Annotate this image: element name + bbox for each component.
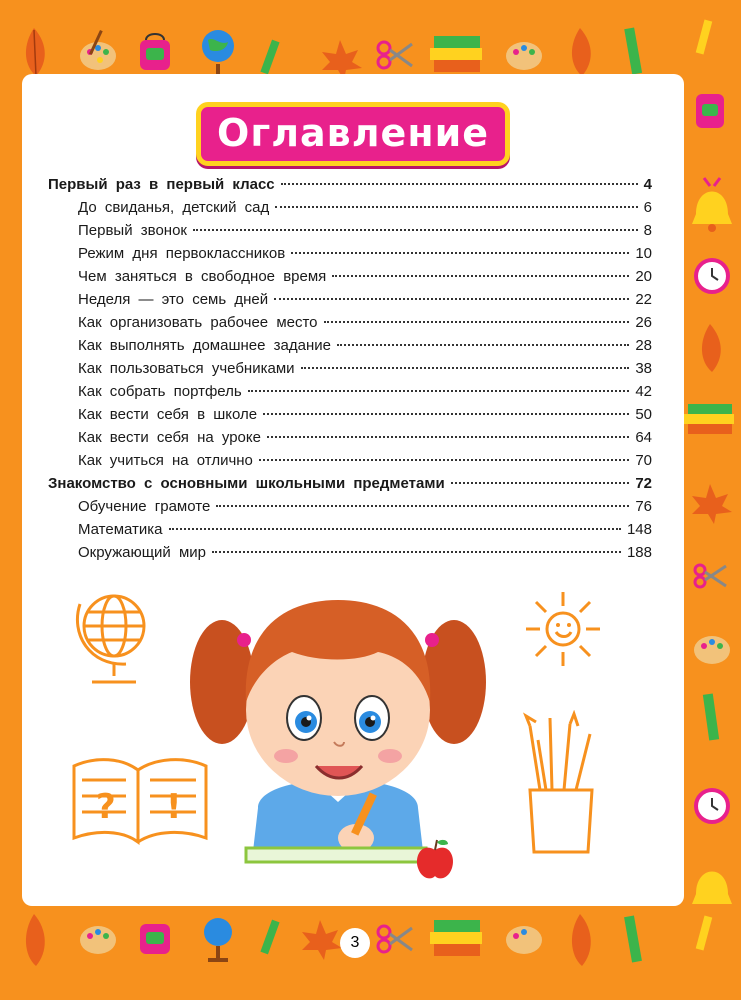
toc-entry	[48, 429, 652, 452]
toc-entry	[48, 475, 652, 498]
toc-entry	[48, 452, 652, 475]
bell-icon	[692, 872, 732, 905]
toc-entry	[48, 314, 652, 337]
toc-entry-label: Неделя — это семь дней	[78, 291, 269, 308]
toc-entry-label: Как организовать рабочее место	[78, 314, 318, 331]
pencil-cup-sketch-icon	[516, 710, 606, 860]
toc-entry	[48, 291, 652, 314]
page-title: Оглавление	[196, 102, 510, 166]
toc-entry-label: Первый звонок	[78, 222, 187, 239]
toc-entry	[48, 337, 652, 360]
scissors-icon	[378, 926, 412, 952]
leaf-icon	[26, 28, 45, 74]
title-wrap	[22, 102, 684, 166]
toc-entry-page: 70	[635, 452, 652, 469]
toc-entry-label: Как собрать портфель	[78, 383, 242, 400]
globe-sketch-icon	[56, 584, 166, 694]
toc-entry-page: 50	[635, 406, 652, 423]
toc-entry-page: 8	[643, 222, 652, 239]
toc-dot-leader	[248, 390, 630, 392]
palette-icon	[694, 636, 730, 664]
toc-entry-label: Как выполнять домашнее задание	[78, 337, 331, 354]
toc-dot-leader	[216, 505, 629, 507]
toc-entry-label: Чем заняться в свободное время	[78, 268, 327, 285]
toc-entry-page: 6	[643, 199, 652, 216]
toc-entry-label: Как вести себя на уроке	[78, 429, 261, 446]
palette-icon	[80, 926, 116, 954]
toc-entry-page: 64	[635, 429, 652, 446]
bell-icon	[692, 178, 732, 232]
toc-entry-page: 188	[626, 544, 652, 561]
maple-leaf-icon	[322, 40, 362, 74]
toc-entry	[48, 521, 652, 544]
toc-dot-leader	[281, 183, 638, 185]
toc-entry-label: Обучение грамоте	[78, 498, 211, 515]
apple-icon	[410, 834, 460, 884]
toc-entry	[48, 360, 652, 383]
toc-entry-label: До свиданья, детский сад	[78, 199, 270, 216]
toc-entry	[48, 406, 652, 429]
maple-leaf-icon	[692, 484, 732, 524]
toc-entry	[48, 222, 652, 245]
toc-dot-leader	[169, 528, 621, 530]
toc-dot-leader	[193, 229, 638, 231]
backpack-icon	[696, 94, 724, 128]
leaf-icon	[702, 324, 721, 372]
svg-text:!: !	[166, 787, 182, 827]
toc-entry-page: 72	[635, 475, 652, 492]
backpack-icon	[140, 34, 170, 70]
toc-entry-page: 20	[635, 268, 652, 285]
toc-dot-leader	[291, 252, 629, 254]
pencil-icon	[260, 40, 279, 74]
leaf-icon	[572, 28, 591, 74]
ruler-icon	[703, 694, 719, 741]
toc-entry-label: Знакомство с основными школьными предметами	[48, 475, 445, 492]
alarm-clock-icon	[696, 260, 728, 292]
toc-entry-label: Первый раз в первый класс	[48, 176, 275, 193]
toc-entry-page: 28	[635, 337, 652, 354]
toc-entry-page: 4	[643, 176, 652, 193]
pencil-icon	[696, 20, 713, 55]
toc-entry	[48, 544, 652, 567]
toc-entry	[48, 498, 652, 521]
backpack-icon	[140, 924, 170, 954]
pencil-icon	[696, 916, 713, 951]
books-icon	[430, 920, 482, 956]
page-content	[22, 74, 684, 906]
toc-dot-leader	[263, 413, 629, 415]
table-of-contents	[48, 176, 652, 567]
toc-entry-label: Как учиться на отлично	[78, 452, 253, 469]
toc-entry-page: 22	[635, 291, 652, 308]
leaf-icon	[572, 914, 591, 966]
leaf-icon	[26, 914, 45, 966]
toc-dot-leader	[259, 459, 629, 461]
maple-leaf-icon	[302, 920, 342, 960]
globe-icon	[202, 30, 234, 74]
toc-entry-label: Как пользоваться учебниками	[78, 360, 295, 377]
toc-entry	[48, 268, 652, 291]
toc-dot-leader	[451, 482, 630, 484]
frame-top-decorations	[0, 0, 741, 74]
books-icon	[684, 404, 734, 434]
sun-sketch-icon	[518, 584, 608, 674]
toc-dot-leader	[275, 206, 637, 208]
toc-entry-page: 10	[635, 245, 652, 262]
toc-entry-page: 42	[635, 383, 652, 400]
toc-dot-leader	[274, 298, 629, 300]
pencil-icon	[260, 920, 279, 955]
toc-dot-leader	[337, 344, 629, 346]
toc-dot-leader	[267, 436, 629, 438]
palette-icon	[506, 42, 542, 70]
page-number: 3	[340, 928, 370, 958]
svg-text:?: ?	[96, 787, 116, 827]
palette-icon	[80, 30, 116, 70]
alarm-clock-icon	[696, 790, 728, 822]
toc-entry-label: Режим дня первоклассников	[78, 245, 286, 262]
frame-bottom-decorations	[0, 906, 741, 1000]
toc-dot-leader	[212, 551, 621, 553]
palette-icon	[506, 926, 542, 954]
toc-entry-page: 148	[626, 521, 652, 538]
globe-icon	[204, 918, 232, 960]
toc-entry	[48, 199, 652, 222]
toc-entry	[48, 245, 652, 268]
toc-entry-label: Как вести себя в школе	[78, 406, 258, 423]
frame-right-decorations	[684, 74, 741, 934]
toc-entry-page: 76	[635, 498, 652, 515]
ruler-icon	[624, 915, 642, 962]
toc-dot-leader	[301, 367, 630, 369]
toc-dot-leader	[324, 321, 630, 323]
scissors-icon	[695, 565, 726, 587]
toc-entry-page: 38	[635, 360, 652, 377]
books-icon	[430, 36, 482, 72]
toc-entry	[48, 176, 652, 199]
scissors-icon	[378, 42, 412, 68]
toc-entry	[48, 383, 652, 406]
toc-entry-label: Математика	[78, 521, 163, 538]
toc-entry-label: Окружающий мир	[78, 544, 206, 561]
toc-entry-page: 26	[635, 314, 652, 331]
toc-dot-leader	[332, 275, 629, 277]
ruler-icon	[624, 27, 642, 74]
